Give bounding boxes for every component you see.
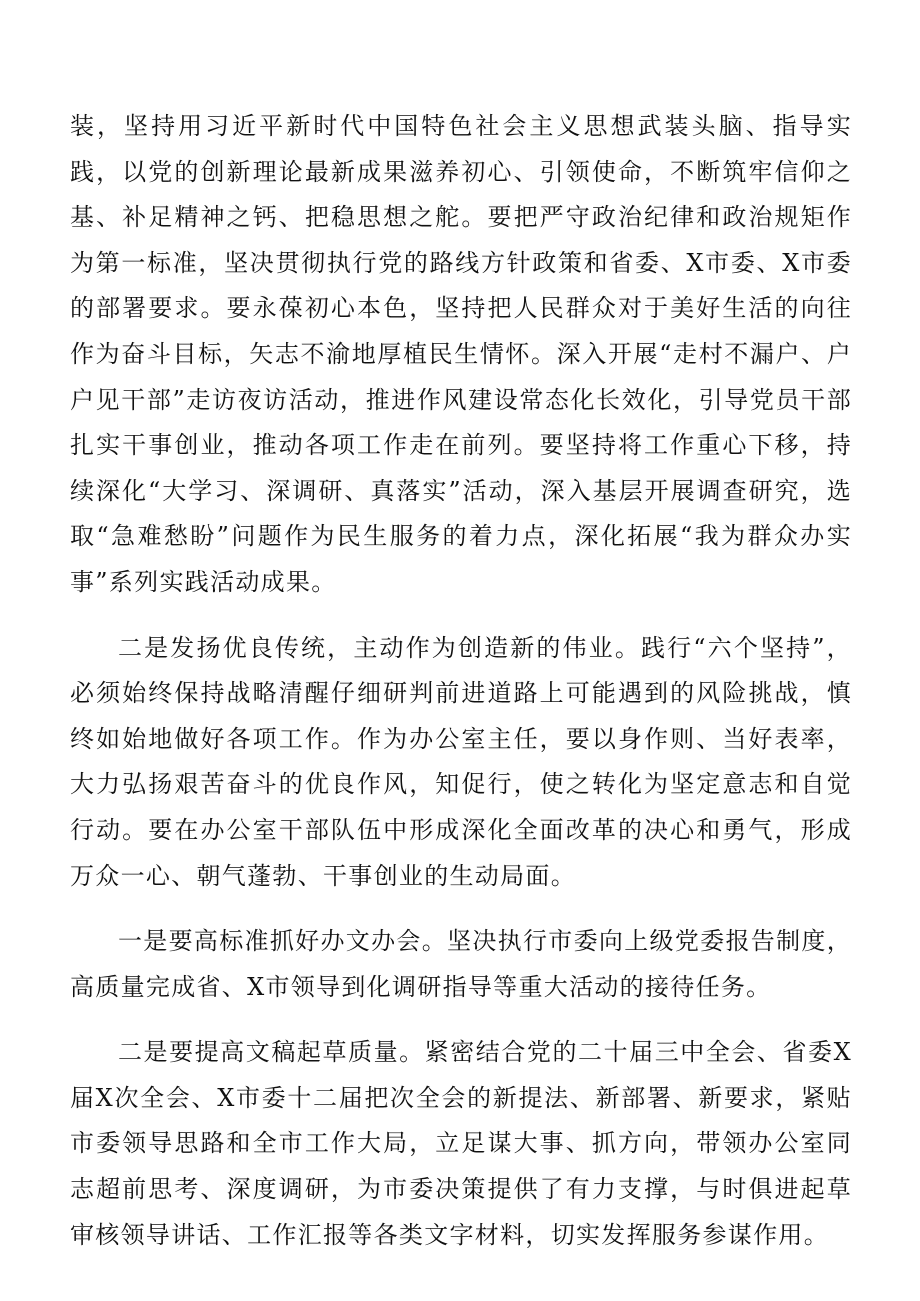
document-body bbox=[70, 104, 852, 1258]
paragraph-continuation: 装，坚持用习近平新时代中国特色社会主义思想武装头脑、指导实践，以党的创新理论最新成果滋养初心、引领使命，不断筑牢信仰之基、补足精神之钙、把稳思想之舵。要把严守政治纪律和政治规矩作为第一标准，坚决贯彻执行党的路线方针政策和省委、X市委、X市委的部署要求。要永葆初心本色，坚持把人民群众对于美好生活的向往作为奋斗目标，矢志不渝地厚植民生情怀。深入开展“走村不漏户、户户见干部”走访夜访活动，推进作风建设常态化长效化，引导党员干部扎实干事创业，推动各项工作走在前列。要坚持将工作重心下移，持续深化“大学习、深调研、真落实”活动，深入基层开展调查研究，选取“急难愁盼”问题作为民生服务的着力点，深化拓展“我为群众办实事”系列实践活动成果。 bbox=[70, 112, 852, 596]
paragraph-tradition: 二是发扬优良传统，主动作为创造新的伟业。践行“六个坚持”，必须始终保持战略清醒仔细研判前进道路上可能遇到的风险挑战，慎终如始地做好各项工作。作为办公室主任，要以身作则、当好表率，大力弘扬艰苦奋斗的优良作风，知促行，使之转化为坚定意志和自觉行动。要在办公室干部队伍中形成深化全面改革的决心和勇气，形成万众一心、朝气蓬勃、干事创业的生动局面。 bbox=[70, 633, 852, 890]
paragraph-drafting: 二是要提高文稿起草质量。紧密结合党的二十届三中全会、省委X届X次全会、X市委十二届把次全会的新提法、新部署、新要求，紧贴市委领导思路和全市工作大局，立足谋大事、抓方向，带领办公室同志超前思考、深度调研，为市委决策提供了有力支撑，与时俱进起草审核领导讲话、工作汇报等各类文字材料，切实发挥服务参谋作用。 bbox=[70, 1038, 852, 1249]
paragraph-meetings: 一是要高标准抓好办文办会。坚决执行市委向上级党委报告制度，高质量完成省、X市领导到化调研指导等重大活动的接待任务。 bbox=[70, 927, 852, 1001]
